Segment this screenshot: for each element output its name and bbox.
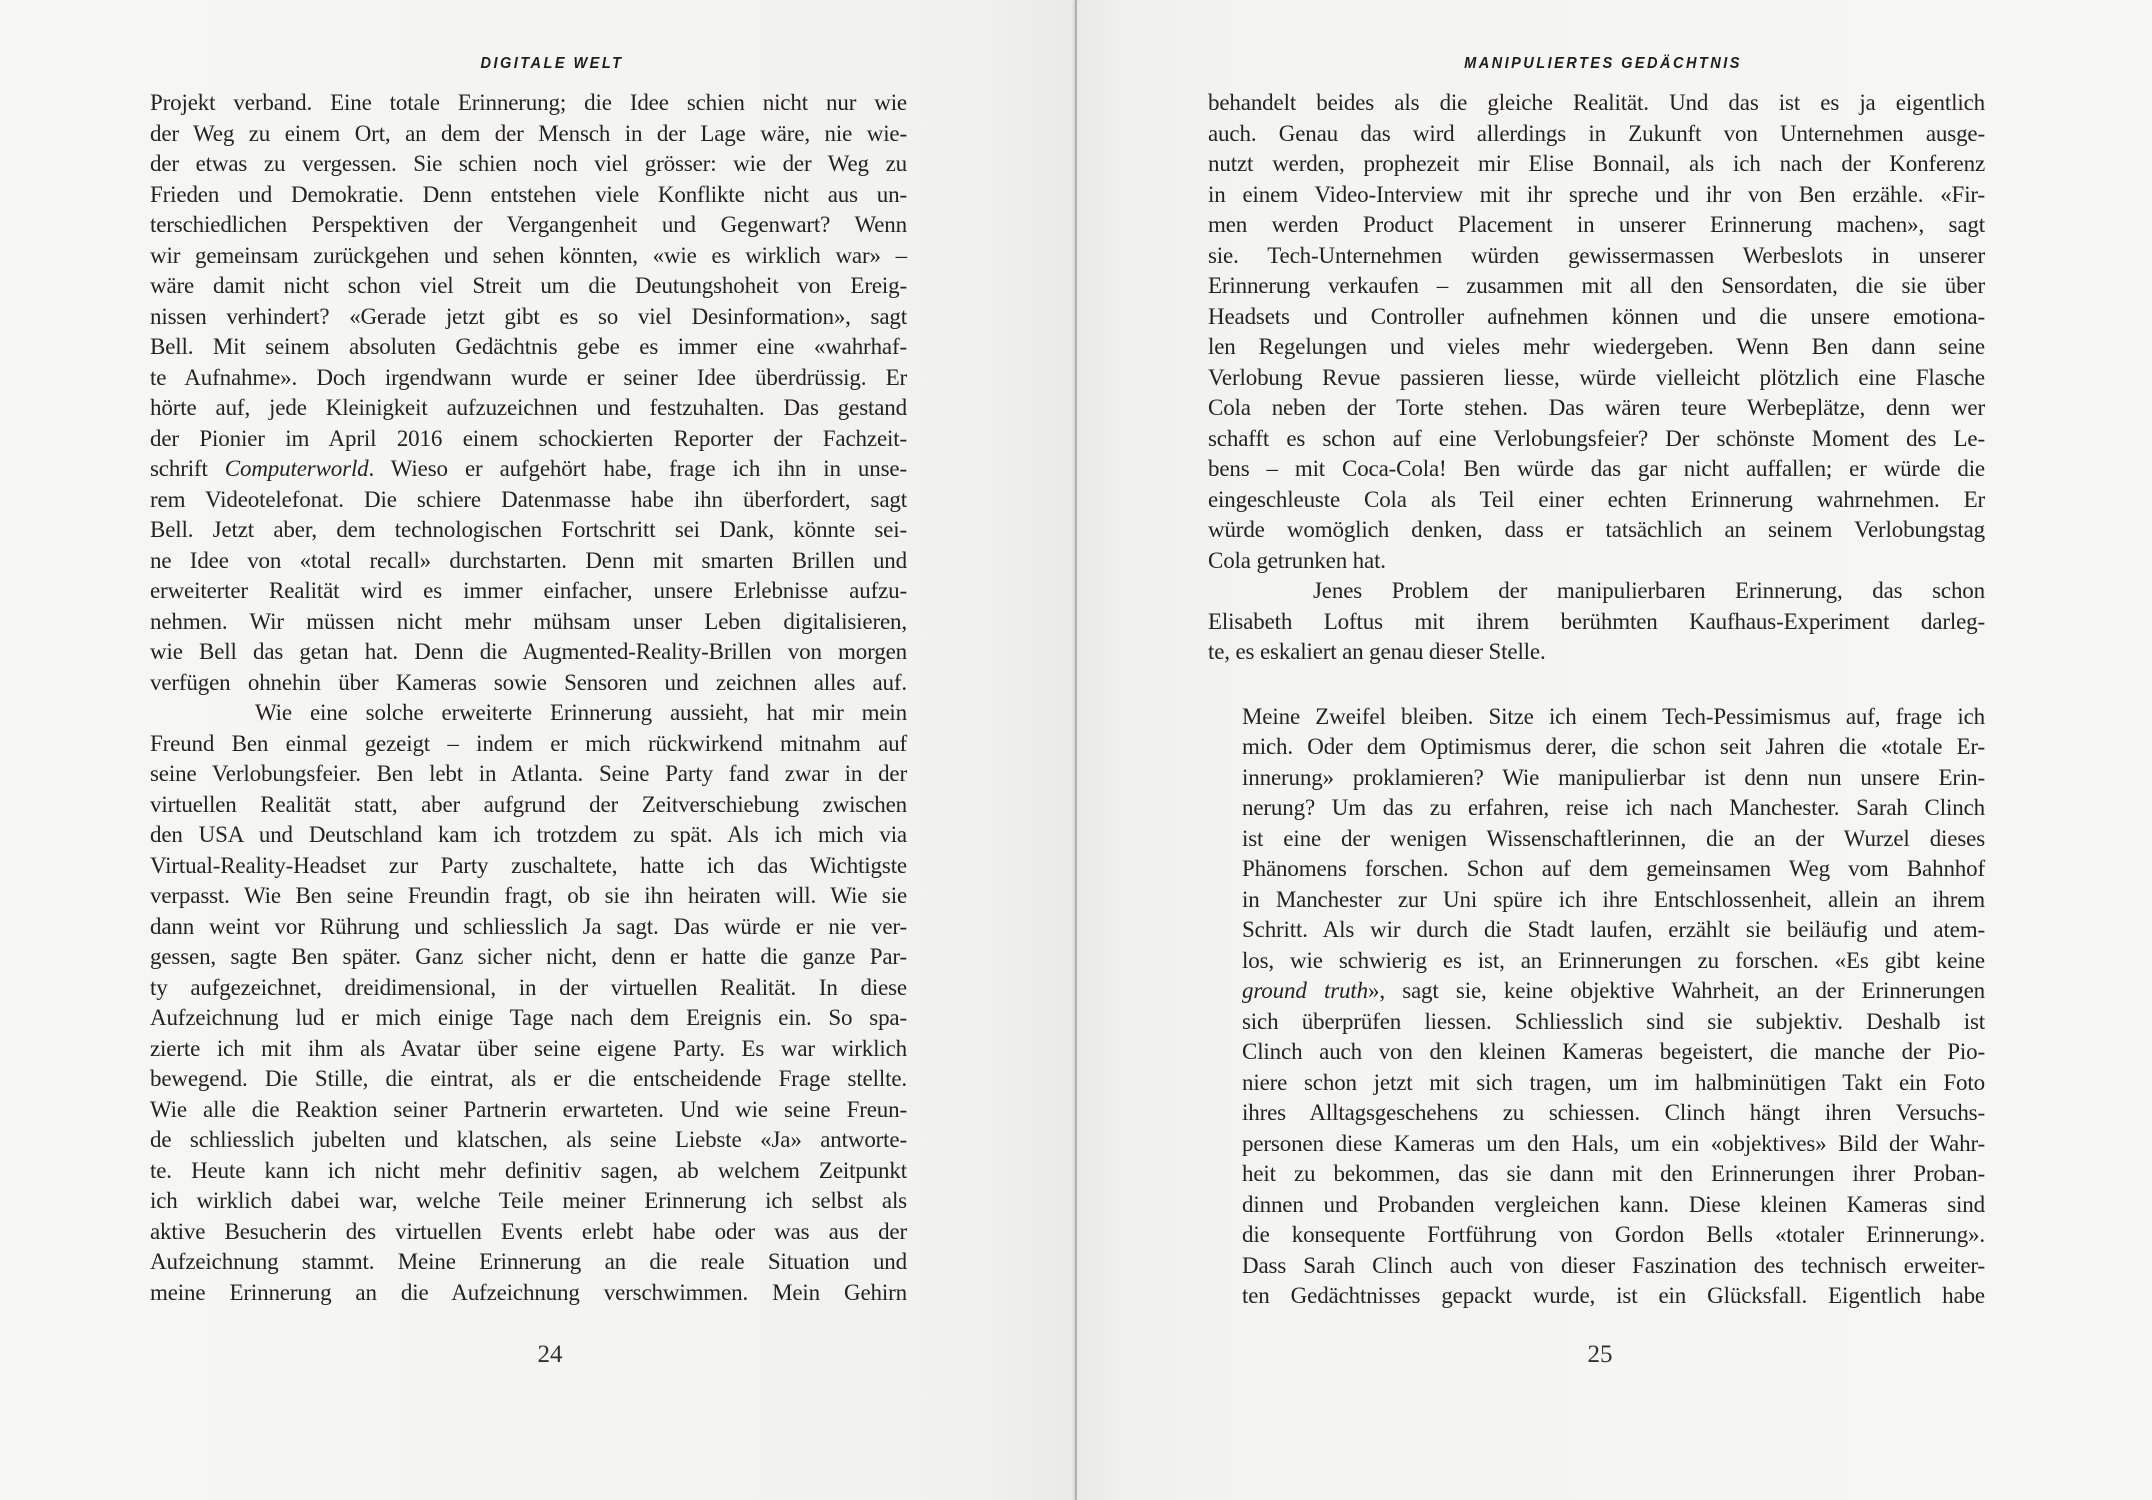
- text-line: bens – mit Coca-Cola! Ben würde das gar nicht auffallen; er würde die: [1208, 456, 1985, 481]
- text-line: auch. Genau das wird allerdings in Zukunft von Unternehmen ausge-: [1208, 120, 1985, 146]
- text-line: Freund Ben einmal gezeigt – indem er mich rückwirkend mitnahm auf: [150, 730, 907, 756]
- text-line: len Regelungen und vieles mehr wiedergeben. Wenn Ben dann seine: [1208, 334, 1985, 359]
- text-line: der Pionier im April 2016 einem schockierten Reporter der Fachzeit-: [150, 425, 907, 451]
- text-line: wäre damit nicht schon viel Streit um die Deutungshoheit von Ereig-: [150, 273, 907, 298]
- text-line: terschiedlichen Perspektiven der Vergangenheit und Gegenwart? Wenn: [150, 212, 907, 237]
- text-line: wir gemeinsam zurückgehen und sehen könnten, «wie es wirklich war» –: [150, 242, 907, 268]
- page-number-left: 24: [537, 1341, 563, 1368]
- text-line: den USA und Deutschland kam ich trotzdem zu spät. Als ich mich via: [150, 822, 907, 847]
- text-line: ty aufgezeichnet, dreidimensional, in der virtuellen Realität. In diese: [150, 974, 907, 1000]
- text-line: ich wirklich dabei war, welche Teile meiner Erinnerung ich selbst als: [150, 1188, 907, 1213]
- text-line: mich. Oder dem Optimismus derer, die schon seit Jahren die «totale Er-: [1242, 734, 1985, 759]
- text-line: te Aufnahme». Doch irgendwann wurde er seiner Idee überdrüssig. Er: [150, 364, 907, 390]
- text-line: ne Idee von «total recall» durchstarten. Denn mit smarten Brillen und: [150, 547, 907, 573]
- text-line: Aufzeichnung stammt. Meine Erinnerung an die reale Situation und: [150, 1249, 907, 1274]
- text-line: schrift Computerworld. Wieso er aufgehört habe, frage ich ihn in unse-: [150, 456, 907, 481]
- text-line: nerung? Um das zu erfahren, reise ich nach Manchester. Sarah Clinch: [1242, 795, 1985, 820]
- text-line: ist eine der wenigen Wissenschaftlerinnen, die an der Wurzel dieses: [1242, 825, 1985, 851]
- text-line: die konsequente Fortführung von Gordon Bells «totaler Erinnerung».: [1242, 1222, 1985, 1247]
- text-line: te. Heute kann ich nicht mehr definitiv sagen, ab welchem Zeitpunkt: [150, 1157, 907, 1183]
- paragraph: [150, 88, 907, 698]
- text-line: heit zu bekommen, das sie dann mit den Erinnerungen ihrer Proban-: [1242, 1161, 1985, 1186]
- text-line: Schritt. Als wir durch die Stadt laufen, erzählt sie beiläufig und atem-: [1242, 917, 1985, 942]
- text-block-right: [1208, 88, 1985, 1312]
- text-line: los, wie schwierig es ist, an Erinnerungen zu forschen. «Es gibt keine: [1242, 947, 1985, 973]
- text-line: hörte auf, jede Kleinigkeit aufzuzeichnen und festzuhalten. Das gestand: [150, 395, 907, 420]
- paragraph: [1208, 88, 1985, 576]
- text-line: sie. Tech-Unternehmen würden gewissermassen Werbeslots in unserer: [1208, 242, 1985, 268]
- text-line: Virtual-Reality-Headset zur Party zuschaltete, hatte ich das Wichtigste: [150, 852, 907, 878]
- page-right: [1077, 0, 2152, 1500]
- text-line: in einem Video-Interview mit ihr spreche und ihr von Ben erzähle. «Fir-: [1208, 181, 1985, 207]
- text-line: Wie alle die Reaktion seiner Partnerin erwarteten. Und wie seine Freun-: [150, 1096, 907, 1122]
- paragraph: [1208, 576, 1985, 668]
- text-line: Bell. Mit seinem absoluten Gedächtnis gebe es immer eine «wahrhaf-: [150, 334, 907, 359]
- text-line: Bell. Jetzt aber, dem technologischen Fortschritt sei Dank, könnte sei-: [150, 517, 907, 542]
- text-line: verpasst. Wie Ben seine Freundin fragt, ob sie ihn heiraten will. Wie sie: [150, 883, 907, 908]
- text-line: Frieden und Demokratie. Denn entstehen viele Konflikte nicht aus un-: [150, 181, 907, 207]
- text-line: Clinch auch von den kleinen Kameras begeistert, die manche der Pio-: [1242, 1039, 1985, 1064]
- text-line: ten Gedächtnisses gepackt wurde, ist ein Glücksfall. Eigentlich habe: [1242, 1283, 1985, 1308]
- text-line: men werden Product Placement in unserer Erinnerung machen», sagt: [1208, 212, 1985, 237]
- text-line: niere schon jetzt mit sich tragen, um im halbminütigen Takt ein Foto: [1242, 1069, 1985, 1095]
- text-line: Elisabeth Loftus mit ihrem berühmten Kaufhaus-Experiment darleg-: [1208, 608, 1985, 634]
- running-header-right: MANIPULIERTES GEDÄCHTNIS: [1464, 55, 1742, 72]
- text-line: de schliesslich jubelten und klatschen, als seine Liebste «Ja» antworte-: [150, 1127, 907, 1152]
- text-line: bewegend. Die Stille, die eintrat, als er die entscheidende Frage stellte.: [150, 1066, 907, 1091]
- text-line: wie Bell das getan hat. Denn die Augmented-Reality-Brillen von morgen: [150, 639, 907, 664]
- text-line: Cola getrunken hat.: [1208, 547, 1386, 573]
- text-line: Headsets und Controller aufnehmen können und die unsere emotiona-: [1208, 303, 1985, 329]
- text-line: verfügen ohnehin über Kameras sowie Sensoren und zeichnen alles auf.: [150, 669, 907, 695]
- text-line: Dass Sarah Clinch auch von dieser Faszination des technisch erweiter-: [1242, 1252, 1985, 1278]
- text-line: Erinnerung verkaufen – zusammen mit all den Sensordaten, die sie über: [1208, 273, 1985, 298]
- text-line: würde womöglich denken, dass er tatsächlich an seinem Verlobungstag: [1208, 517, 1985, 542]
- text-block-left: [150, 88, 907, 1308]
- text-line: nutzt werden, prophezeit mir Elise Bonnail, als ich nach der Konferenz: [1208, 151, 1985, 176]
- text-line: eingeschleuste Cola als Teil einer echten Erinnerung wahrnehmen. Er: [1208, 486, 1985, 512]
- text-line: Meine Zweifel bleiben. Sitze ich einem Tech-Pessimismus auf, frage ich: [1242, 703, 1985, 729]
- text-line: Wie eine solche erweiterte Erinnerung aussieht, hat mir mein: [255, 700, 907, 725]
- text-line: erweiterter Realität wird es immer einfacher, unsere Erlebnisse aufzu-: [150, 578, 907, 603]
- text-line: der Weg zu einem Ort, an dem der Mensch in der Lage wäre, nie wie-: [150, 120, 907, 146]
- page-left: [0, 0, 1075, 1500]
- text-line: ground truth», sagt sie, keine objektive Wahrheit, an der Erinnerungen: [1242, 978, 1986, 1003]
- text-line: nissen verhindert? «Gerade jetzt gibt es so viel Desinformation», sagt: [150, 303, 907, 329]
- text-line: Cola neben der Torte stehen. Das wären teure Werbeplätze, denn wer: [1208, 395, 1985, 420]
- text-line: schafft es schon auf eine Verlobungsfeier? Der schönste Moment des Le-: [1208, 425, 1985, 451]
- text-line: gessen, sagte Ben später. Ganz sicher nicht, denn er hatte die ganze Par-: [150, 944, 907, 969]
- text-line: te, es eskaliert an genau dieser Stelle.: [1208, 639, 1546, 664]
- text-line: der etwas zu vergessen. Sie schien noch viel grösser: wie der Weg zu: [150, 151, 907, 176]
- text-line: dann weint vor Rührung und schliesslich Ja sagt. Das würde er nie ver-: [150, 913, 907, 939]
- text-line: ihres Alltagsgeschehens zu schiessen. Clinch hängt ihren Versuchs-: [1242, 1100, 1985, 1125]
- text-line: in Manchester zur Uni spüre ich ihre Entschlossenheit, allein an ihrem: [1242, 886, 1985, 912]
- text-line: virtuellen Realität statt, aber aufgrund der Zeitverschiebung zwischen: [150, 791, 907, 817]
- text-line: sich überprüfen liessen. Schliesslich sind sie subjektiv. Deshalb ist: [1242, 1008, 1985, 1034]
- text-line: Verlobung Revue passieren liesse, würde vielleicht plötzlich eine Flasche: [1208, 364, 1985, 390]
- text-line: aktive Besucherin des virtuellen Events erlebt habe oder was aus der: [150, 1218, 907, 1244]
- text-line: rem Videotelefonat. Die schiere Datenmasse habe ihn überfordert, sagt: [150, 486, 907, 512]
- text-line: nehmen. Wir müssen nicht mehr mühsam unser Leben digitalisieren,: [150, 608, 907, 634]
- text-line: Phänomens forschen. Schon auf dem gemeinsamen Weg vom Bahnhof: [1242, 856, 1985, 881]
- text-line: Jenes Problem der manipulierbaren Erinnerung, das schon: [1313, 578, 1985, 603]
- running-header-left: DIGITALE WELT: [480, 55, 624, 72]
- paragraph: [150, 698, 907, 1308]
- text-line: dinnen und Probanden vergleichen kann. Diese kleinen Kameras sind: [1242, 1191, 1985, 1217]
- text-line: innerung» proklamieren? Wie manipulierbar ist denn nun unsere Erin-: [1242, 764, 1985, 790]
- text-line: Aufzeichnung lud er mich einige Tage nach dem Ereignis ein. So spa-: [150, 1005, 907, 1030]
- text-line: zierte ich mit ihm als Avatar über seine eigene Party. Es war wirklich: [150, 1035, 907, 1061]
- text-line: seine Verlobungsfeier. Ben lebt in Atlanta. Seine Party fand zwar in der: [150, 761, 907, 786]
- block-quote: [1242, 702, 1985, 1312]
- text-line: Projekt verband. Eine totale Erinnerung; die Idee schien nicht nur wie: [150, 90, 907, 115]
- text-line: behandelt beides als die gleiche Realität. Und das ist es ja eigentlich: [1208, 90, 1985, 115]
- text-line: personen diese Kameras um den Hals, um ein «objektives» Bild der Wahr-: [1242, 1130, 1985, 1156]
- text-line: meine Erinnerung an die Aufzeichnung verschwimmen. Mein Gehirn: [150, 1279, 907, 1305]
- page-number-right: 25: [1587, 1341, 1613, 1368]
